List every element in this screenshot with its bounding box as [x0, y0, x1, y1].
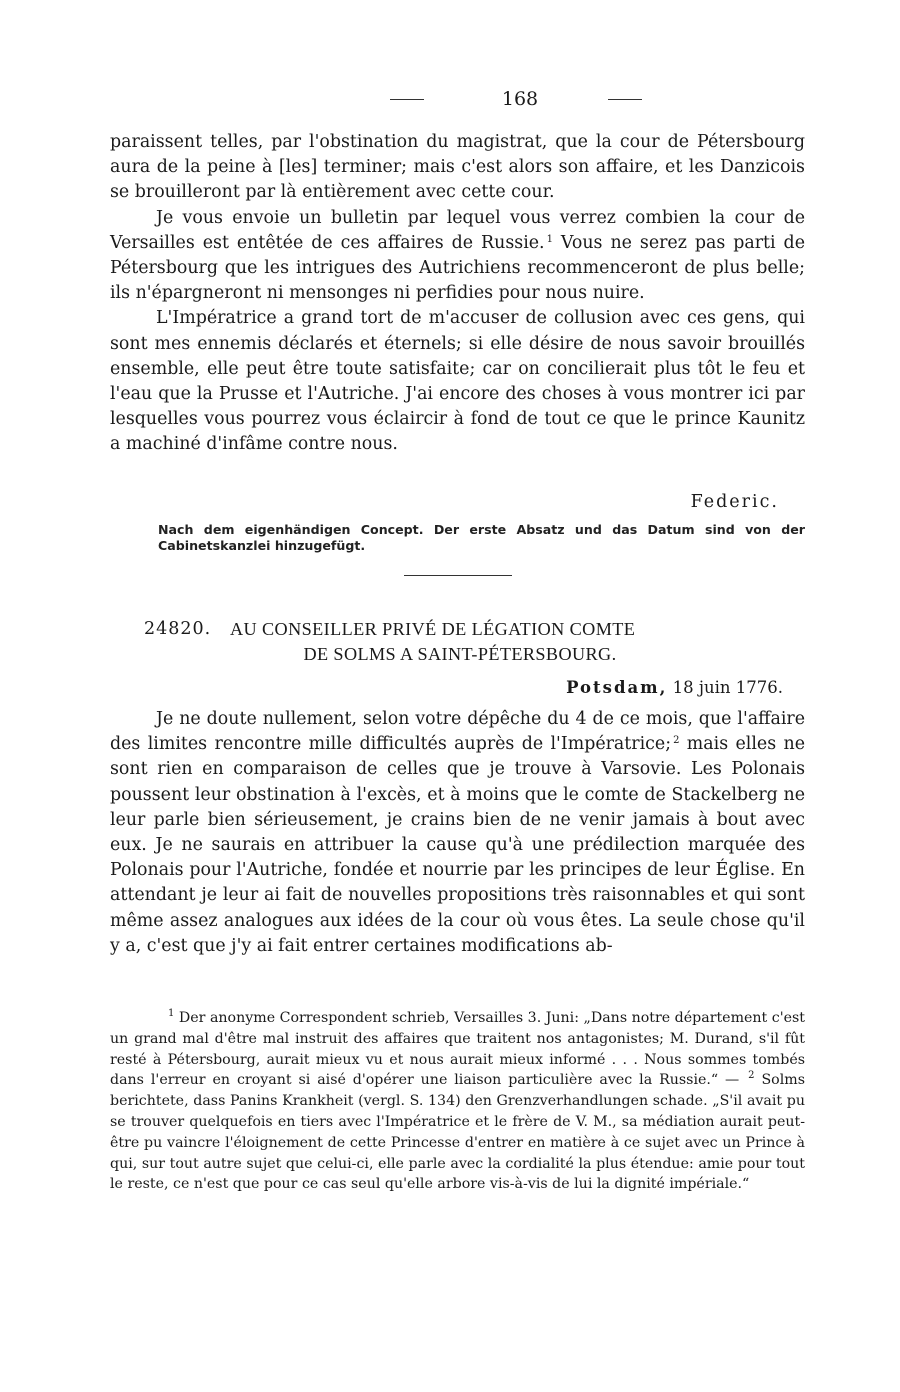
letter-body	[110, 707, 805, 959]
footnote-2: Solms berichtete, dass Panins Krankheit (vergl. S. 134) den Grenzverhandlungen schade. „S'il avait pu se trouver quelquefois en tiers avec l'Impératrice et le frère de V. M., sa médiation aurait peut-être pu vaincre l'éloignement de cette Princesse d'entrer en matière à ce sujet avec un Prince à qui, sur tout autre sujet que celui-ci, elle parle avec la cordialité la plus étendue: amie pour tout le reste, ce n'est que pour ce cas seul qu'elle arbore vis-à-vis de lui la dignité impériale.“	[110, 1072, 805, 1193]
paragraph-2-text: Je vous envoie un bulletin par lequel vous verrez combien la cour de Versailles est entêtée de ces affaires de Russie.	[110, 207, 805, 253]
header-rule-left	[390, 99, 424, 100]
footnote-mark-2: 2	[748, 1070, 755, 1082]
letter-end-text	[110, 130, 805, 458]
footnote-1: Der anonyme Correspondent schrieb, Versailles 3. Juni: „Dans notre département c'est un grand mal d'être mal instruit des affaires que traitent nos antagonistes; M. Durand, s'il fût resté à Pétersbourg, aurait mieux vu et nous aurait mieux informé . . . Nous sommes tombés dans l'erreur en croyant si aisé d'opérer une liaison particulière avec la Russie.“ —	[110, 1010, 805, 1089]
paragraph-2-rest: Vous ne serez pas parti de Pétersbourg que les intrigues des Autrichiens recommenceront de plus belle; ils n'épargneront ni mensonges ni perfidies pour nous nuire.	[110, 232, 805, 304]
letter-number: 24820.	[144, 619, 212, 639]
date: 18 juin 1776.	[667, 678, 783, 697]
footnote-ref-1: 1	[546, 233, 553, 245]
source-note: Nach dem eigenhändigen Concept. Der erste Absatz und das Datum sind von der Cabinetskanzlei hinzugefügt.	[158, 522, 805, 554]
footnote	[110, 1008, 805, 1195]
section-divider	[404, 575, 512, 576]
letter-heading	[110, 617, 805, 667]
letter-title-line-2: DE SOLMS A SAINT-PÉTERSBOURG.	[303, 644, 617, 664]
page-number: 168	[501, 88, 539, 110]
dateline	[383, 676, 783, 700]
date-place: Potsdam,	[566, 678, 668, 697]
paragraph-3: L'Impératrice a grand tort de m'accuser de collusion avec ces gens, qui sont mes ennemis déclarés et éternels; si elle désire de nous savoir brouillés ensemble, elle peut être toute satisfaite; car on concilierait plus tôt le feu et l'eau que la Prusse et l'Autriche. J'ai encore des choses à vous montrer ici par lesquelles vous pourrez vous éclaircir à fond de tout ce que le prince Kaunitz a machiné d'infâme contre nous.	[110, 308, 805, 455]
letter-paragraph-text: Je ne doute nullement, selon votre dépêche du 4 de ce mois, que l'affaire des limites rencontre mille difficultés auprès de l'Impératrice;	[110, 709, 805, 755]
letter-paragraph	[110, 707, 805, 959]
footnote-mark-1: 1	[168, 1008, 175, 1019]
signature: Federic.	[690, 492, 779, 512]
footnotes	[110, 1008, 805, 1195]
footnote-ref-2: 2	[673, 735, 680, 747]
paragraph-1: paraissent telles, par l'obstination du magistrat, que la cour de Pétersbourg aura de la peine à [les] terminer; mais c'est alors son affaire, et les Danzicois se brouilleront par là entièrement avec cette cour.	[110, 132, 805, 203]
letter-title-line-1: AU CONSEILLER PRIVÉ DE LÉGATION COMTE	[230, 619, 636, 639]
paragraph-2	[110, 206, 805, 307]
page-header	[110, 86, 805, 112]
header-rule-right	[608, 99, 642, 100]
source-note-block	[158, 522, 805, 555]
letter-paragraph-rest: mais elles ne sont rien en comparaison de celles que je trouve à Varsovie. Les Polonais poussent leur obstination à l'excès, et à moins que le comte de Stackelberg ne leur parle bien sérieusement, je crains bien de ne venir jamais à bout avec eux. Je ne saurais en attribuer la cause qu'à une prédilection marquée des Polonais pour l'Autriche, fondée et nourrie par les principes de leur Église. En attendant je leur ai fait de nouvelles propositions très raisonnables et qui sont même assez analogues aux idées de la cour où vous êtes. La seule chose qu'il y a, c'est que j'y ai fait entrer certaines modifications ab-	[110, 734, 805, 956]
